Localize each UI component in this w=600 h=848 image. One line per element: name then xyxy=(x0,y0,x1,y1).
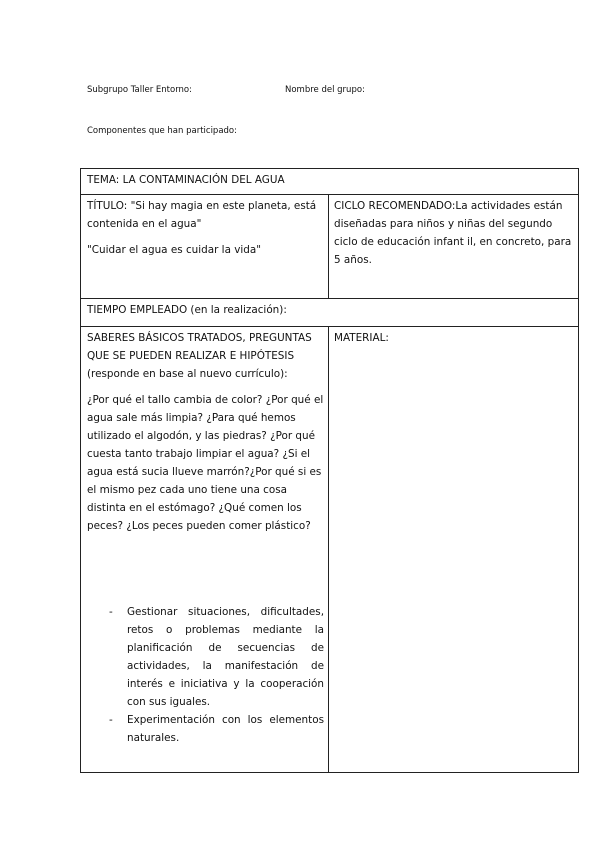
bullet-text: Gestionar situaciones, dificultades, retos o problemas mediante la planificación de secuencias de actividades, la manifestación de interés e iniciativa y la cooperación con sus iguales. xyxy=(127,606,324,708)
saberes-cell xyxy=(87,329,324,769)
row-divider-1 xyxy=(81,194,578,195)
questions-text: ¿Por qué el tallo cambia de color? ¿Por qué el agua sale más limpia? ¿Para qué hemos utilizado el algodón, y las piedras? ¿Por qué cuesta tanto trabajo limpiar el agua? ¿Si el agua está sucia llueve marrón?¿Por qué si es el mismo pez cada uno tiene una cosa distinta en el estómago? ¿Qué comen los peces? ¿Los peces pueden comer plástico? xyxy=(87,394,324,532)
titulo-cell xyxy=(87,197,323,297)
ciclo-text: CICLO RECOMENDADO:La actividades están diseñadas para niños y niñas del segundo ciclo de educación infant il, en concreto, para 5 años. xyxy=(334,200,572,266)
list-item xyxy=(87,711,324,747)
subgroup-label: Subgrupo Taller Entorno: xyxy=(87,85,192,95)
titulo-text: TÍTULO: "Si hay magia en este planeta, está contenida en el agua" xyxy=(87,200,317,230)
row-divider-3 xyxy=(81,326,578,327)
material-label: MATERIAL: xyxy=(334,332,389,344)
titulo-quote: "Cuidar el agua es cuidar la vida" xyxy=(87,244,262,256)
components-label: Componentes que han participado: xyxy=(87,126,237,136)
tema-text: TEMA: LA CONTAMINACIÓN DEL AGUA xyxy=(87,174,285,186)
bullet-dash: - xyxy=(109,606,113,618)
ciclo-cell xyxy=(334,197,572,297)
col-divider-bottom xyxy=(328,326,329,773)
tiempo-cell xyxy=(87,301,567,325)
bullet-dash: - xyxy=(109,714,113,726)
competencies-list xyxy=(87,603,324,747)
row-divider-2 xyxy=(81,298,578,299)
col-divider-top xyxy=(328,194,329,298)
activity-table xyxy=(80,168,579,773)
saberes-heading: SABERES BÁSICOS TRATADOS, PREGUNTAS QUE SE PUEDEN REALIZAR E HIPÓTESIS (responde en base al nuevo currículo): xyxy=(87,332,312,380)
bullet-text: Experimentación con los elementos naturales. xyxy=(127,714,324,744)
tiempo-text: TIEMPO EMPLEADO (en la realización): xyxy=(87,304,287,316)
tema-cell xyxy=(87,171,567,193)
material-cell xyxy=(334,329,572,769)
group-name-label: Nombre del grupo: xyxy=(285,85,365,95)
list-item xyxy=(87,603,324,711)
